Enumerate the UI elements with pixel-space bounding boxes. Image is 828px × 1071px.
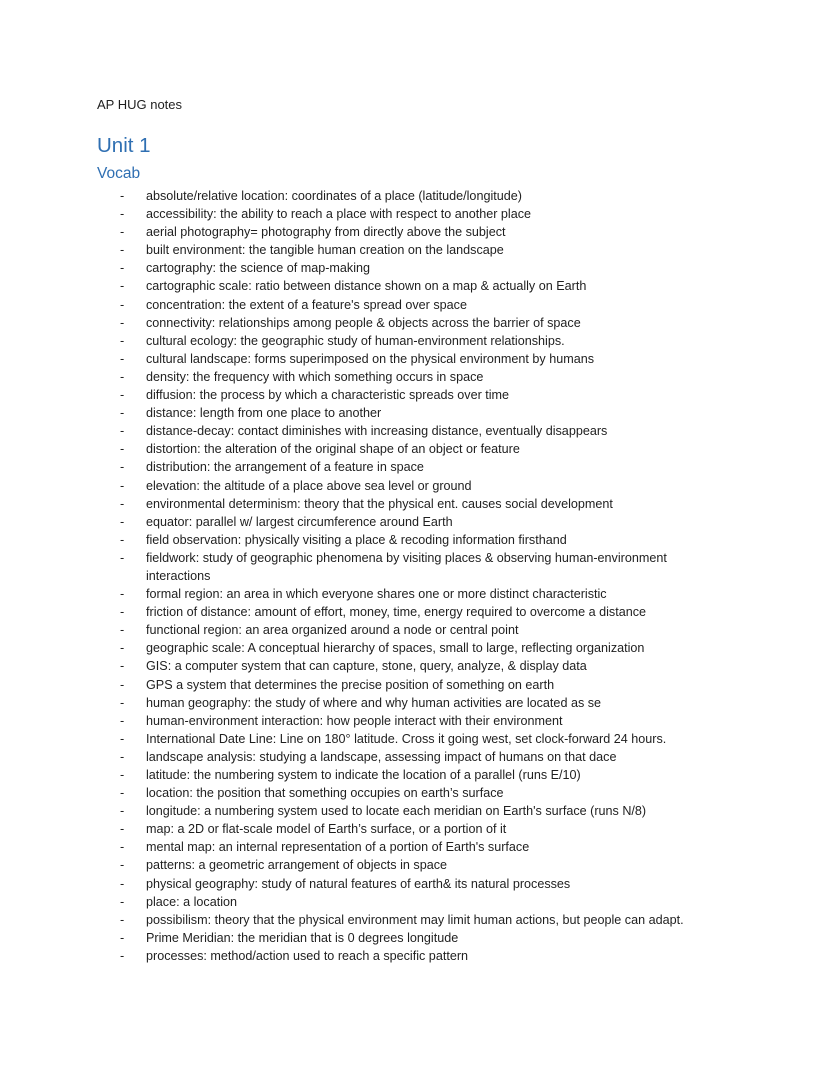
list-item (0, 676, 828, 694)
bullet-dash: - (120, 550, 125, 565)
list-item-text: patterns: a geometric arrangement of objects in space (146, 858, 448, 873)
unit-heading: Unit 1 (97, 134, 151, 157)
list-item-text: absolute/relative location: coordinates of a place (latitude/longitude) (146, 189, 522, 203)
bullet-dash: - (120, 225, 125, 240)
bullet-dash: - (120, 514, 125, 529)
list-item (0, 712, 828, 730)
bullet-dash: - (120, 840, 125, 855)
bullet-dash: - (120, 424, 125, 439)
bullet-dash: - (120, 496, 125, 511)
list-item-text: built environment: the tangible human creation on the landscape (146, 243, 504, 258)
list-item-text: geographic scale: A conceptual hierarchy of spaces, small to large, reflecting organization (146, 641, 645, 656)
list-item (0, 531, 828, 549)
list-item-text: accessibility: the ability to reach a place with respect to another place (146, 207, 532, 222)
list-item-text: processes: method/action used to reach a specific pattern (146, 948, 469, 963)
bullet-dash: - (120, 369, 125, 384)
document-title: AP HUG notes (97, 97, 183, 112)
list-item (0, 458, 828, 476)
list-item (0, 947, 828, 965)
list-item (0, 820, 828, 838)
bullet-dash: - (120, 406, 125, 421)
list-item (0, 332, 828, 350)
list-item (0, 205, 828, 223)
list-item (0, 893, 828, 911)
list-item-text: equator: parallel w/ largest circumference around Earth (146, 514, 453, 529)
bullet-dash: - (120, 912, 125, 927)
bullet-dash: - (120, 587, 125, 602)
list-item-text: Prime Meridian: the meridian that is 0 degrees longitude (146, 930, 459, 945)
bullet-dash: - (120, 713, 125, 728)
list-item (0, 585, 828, 603)
list-item (0, 350, 828, 368)
list-item-text: International Date Line: Line on 180° latitude. Cross it going west, set clock-forward 24 hours. (146, 731, 667, 746)
list-item (0, 513, 828, 531)
bullet-dash: - (120, 894, 125, 909)
list-item (0, 784, 828, 802)
list-item-text: location: the position that something occupies on earth’s surface (146, 786, 504, 801)
list-item (0, 296, 828, 314)
list-item-text: physical geography: study of natural features of earth& its natural processes (146, 876, 571, 891)
bullet-dash: - (120, 804, 125, 819)
list-item (0, 259, 828, 277)
vocab-list (0, 187, 828, 965)
bullet-dash: - (120, 532, 125, 547)
list-item-text: distance: length from one place to another (146, 406, 382, 421)
bullet-dash: - (120, 315, 125, 330)
bullet-dash: - (120, 605, 125, 620)
list-item (0, 657, 828, 675)
list-item-text: GPS a system that determines the precise position of something on earth (146, 677, 555, 692)
bullet-dash: - (120, 659, 125, 674)
list-item-text: cartographic scale: ratio between distance shown on a map & actually on Earth (146, 279, 587, 294)
list-item-text: human geography: the study of where and why human activities are located as se (146, 695, 602, 710)
list-item-text: distortion: the alteration of the original shape of an object or feature (146, 442, 520, 457)
list-item (0, 730, 828, 748)
list-item-text: landscape analysis: studying a landscape, assessing impact of humans on that dace (146, 749, 617, 764)
list-item (0, 404, 828, 422)
list-item-text: distribution: the arrangement of a feature in space (146, 460, 424, 475)
bullet-dash: - (120, 261, 125, 276)
bullet-dash: - (120, 749, 125, 764)
list-item (0, 802, 828, 820)
list-item-text: formal region: an area in which everyone shares one or more distinct characteristic (146, 587, 607, 602)
bullet-dash: - (120, 695, 125, 710)
bullet-dash: - (120, 478, 125, 493)
bullet-dash: - (120, 333, 125, 348)
list-item (0, 748, 828, 766)
list-item (0, 875, 828, 893)
list-item (0, 440, 828, 458)
bullet-dash: - (120, 207, 125, 222)
list-item-text: cultural landscape: forms superimposed on the physical environment by humans (146, 351, 595, 366)
list-item-text: functional region: an area organized around a node or central point (146, 623, 519, 638)
list-item-text: cartography: the science of map-making (146, 261, 371, 276)
list-item (0, 241, 828, 259)
bullet-dash: - (120, 876, 125, 891)
bullet-dash: - (120, 858, 125, 873)
list-item-text: density: the frequency with which something occurs in space (146, 369, 484, 384)
list-item (0, 621, 828, 639)
list-item (0, 368, 828, 386)
bullet-dash: - (120, 948, 125, 963)
list-item (0, 223, 828, 241)
bullet-dash: - (120, 388, 125, 403)
list-item-text: concentration: the extent of a feature's spread over space (146, 297, 467, 312)
list-item-text: human-environment interaction: how people interact with their environment (146, 713, 563, 728)
list-item (0, 603, 828, 621)
list-item (0, 314, 828, 332)
list-item (0, 422, 828, 440)
bullet-dash: - (120, 822, 125, 837)
list-item (0, 187, 828, 205)
list-item (0, 929, 828, 947)
bullet-dash: - (120, 279, 125, 294)
list-item (0, 549, 828, 585)
list-item (0, 495, 828, 513)
list-item (0, 838, 828, 856)
list-item (0, 639, 828, 657)
list-item-text: cultural ecology: the geographic study of human-environment relationships. (146, 333, 565, 348)
list-item-text: possibilism: theory that the physical environment may limit human actions, but people can adapt. (146, 912, 684, 927)
list-item-text: aerial photography= photography from directly above the subject (146, 225, 506, 240)
list-item-text: fieldwork: study of geographic phenomena by visiting places & observing human-environment interactions (146, 550, 667, 583)
list-item (0, 386, 828, 404)
bullet-dash: - (120, 641, 125, 656)
list-item-text: GIS: a computer system that can capture, stone, query, analyze, & display data (146, 659, 587, 674)
list-item-text: place: a location (146, 894, 238, 909)
list-item-text: map: a 2D or flat-scale model of Earth’s surface, or a portion of it (146, 822, 507, 837)
list-item (0, 277, 828, 295)
list-item-text: environmental determinism: theory that the physical ent. causes social development (146, 496, 613, 511)
bullet-dash: - (120, 460, 125, 475)
list-item-text: distance-decay: contact diminishes with increasing distance, eventually disappears (146, 424, 608, 439)
bullet-dash: - (120, 731, 125, 746)
list-item-text: diffusion: the process by which a characteristic spreads over time (146, 388, 510, 403)
bullet-dash: - (120, 243, 125, 258)
bullet-dash: - (120, 297, 125, 312)
bullet-dash: - (120, 768, 125, 782)
list-item (0, 911, 828, 929)
list-item-text: connectivity: relationships among people & objects across the barrier of space (146, 315, 581, 330)
bullet-dash: - (120, 623, 125, 638)
list-item (0, 477, 828, 495)
bullet-dash: - (120, 351, 125, 366)
list-item-text: field observation: physically visiting a place & recoding information firsthand (146, 532, 567, 547)
list-item-text: friction of distance: amount of effort, money, time, energy required to overcome a distance (146, 605, 647, 620)
bullet-dash: - (120, 786, 125, 801)
section-heading-vocab: Vocab (97, 165, 141, 182)
bullet-dash: - (120, 677, 125, 692)
list-item (0, 694, 828, 712)
list-item-text: mental map: an internal representation of a portion of Earth's surface (146, 840, 530, 855)
list-item-text: latitude: the numbering system to indicate the location of a parallel (runs E/10) (146, 768, 581, 782)
list-item (0, 856, 828, 874)
bullet-dash: - (120, 930, 125, 945)
bullet-dash: - (120, 189, 125, 203)
list-item-text: elevation: the altitude of a place above sea level or ground (146, 478, 472, 493)
list-item (0, 766, 828, 784)
list-item-text: longitude: a numbering system used to locate each meridian on Earth's surface (runs N/8) (146, 804, 647, 819)
bullet-dash: - (120, 442, 125, 457)
